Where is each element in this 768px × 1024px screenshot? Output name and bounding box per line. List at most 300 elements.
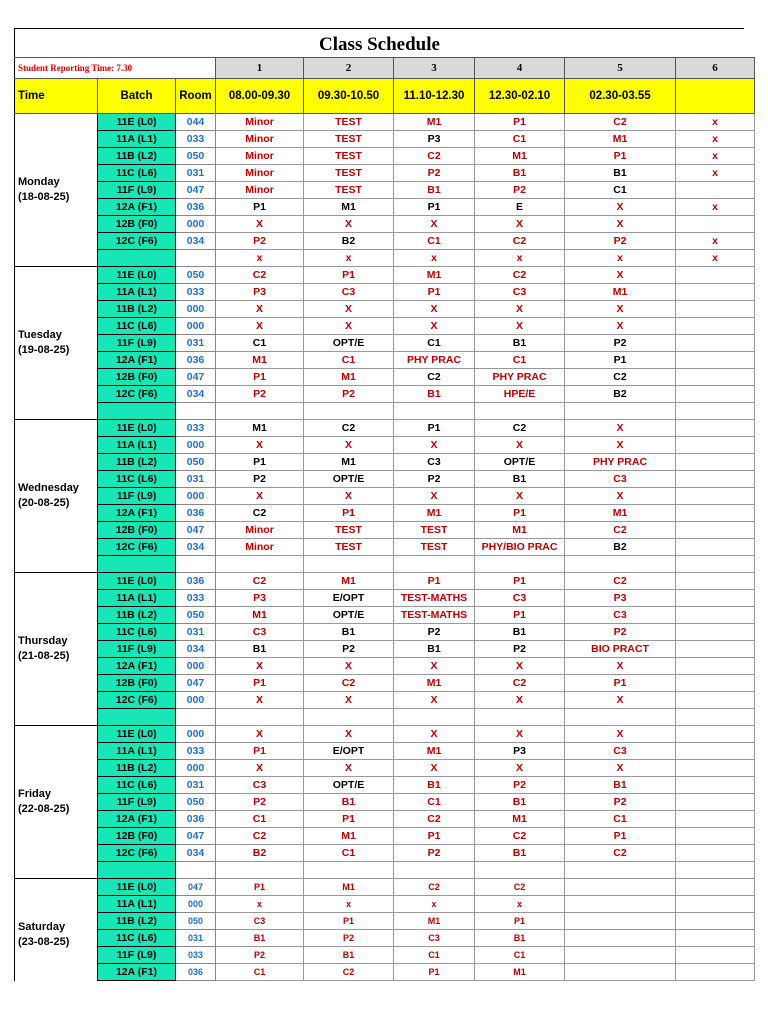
schedule-cell: P3 <box>216 590 304 607</box>
batch-header: Batch <box>98 79 176 114</box>
schedule-cell <box>676 454 755 471</box>
schedule-cell: OPT/E <box>304 335 394 352</box>
table-row <box>15 335 755 352</box>
schedule-cell: TEST <box>394 522 475 539</box>
schedule-cell <box>676 726 755 743</box>
schedule-cell <box>676 811 755 828</box>
table-row <box>15 947 755 964</box>
schedule-cell: C2 <box>216 828 304 845</box>
schedule-cell: P1 <box>394 828 475 845</box>
schedule-cell: P1 <box>394 573 475 590</box>
schedule-cell: C1 <box>475 947 565 964</box>
schedule-cell: C3 <box>216 624 304 641</box>
schedule-cell: M1 <box>565 131 676 148</box>
room-cell <box>176 250 216 267</box>
table-row <box>15 386 755 403</box>
schedule-cell <box>565 862 676 879</box>
batch-cell: 11E (L0) <box>98 726 176 743</box>
schedule-cell: X <box>565 216 676 233</box>
room-cell: 031 <box>176 335 216 352</box>
schedule-cell: x <box>676 199 755 216</box>
batch-cell: 12B (F0) <box>98 828 176 845</box>
schedule-cell: C2 <box>304 964 394 981</box>
schedule-cell <box>216 403 304 420</box>
schedule-cell: X <box>304 437 394 454</box>
schedule-cell: C1 <box>475 352 565 369</box>
day-date: (21-08-25) <box>18 650 70 662</box>
schedule-cell <box>676 760 755 777</box>
room-cell: 050 <box>176 148 216 165</box>
schedule-cell: C3 <box>216 913 304 930</box>
schedule-cell <box>676 896 755 913</box>
schedule-cell: C3 <box>565 471 676 488</box>
schedule-cell: X <box>565 267 676 284</box>
schedule-cell: OPT/E <box>475 454 565 471</box>
table-row <box>15 930 755 947</box>
schedule-cell: C3 <box>475 590 565 607</box>
room-header: Room <box>176 79 216 114</box>
batch-cell: 11E (L0) <box>98 267 176 284</box>
schedule-cell <box>565 709 676 726</box>
schedule-cell <box>676 675 755 692</box>
schedule-cell: PHY PRAC <box>394 352 475 369</box>
schedule-cell: x <box>394 250 475 267</box>
schedule-cell <box>394 403 475 420</box>
schedule-cell: C2 <box>475 828 565 845</box>
batch-cell <box>98 862 176 879</box>
schedule-cell <box>676 301 755 318</box>
schedule-cell: Minor <box>216 182 304 199</box>
schedule-cell: X <box>304 318 394 335</box>
schedule-cell: TEST <box>304 539 394 556</box>
schedule-cell: X <box>475 760 565 777</box>
table-row <box>15 352 755 369</box>
table-row <box>15 828 755 845</box>
schedule-cell: C2 <box>475 267 565 284</box>
schedule-cell: x <box>475 250 565 267</box>
schedule-cell: C3 <box>216 777 304 794</box>
schedule-cell: PHY/BIO PRAC <box>475 539 565 556</box>
schedule-cell: Minor <box>216 522 304 539</box>
schedule-cell: C2 <box>565 845 676 862</box>
schedule-cell: X <box>394 437 475 454</box>
batch-cell: 12C (F6) <box>98 845 176 862</box>
schedule-cell: E/OPT <box>304 590 394 607</box>
room-cell: 033 <box>176 947 216 964</box>
slot-header: 08.00-09.30 <box>216 79 304 114</box>
table-row <box>15 709 755 726</box>
schedule-cell: C2 <box>475 233 565 250</box>
batch-cell: 11C (L6) <box>98 471 176 488</box>
schedule-cell: C2 <box>216 573 304 590</box>
schedule-cell: P1 <box>216 879 304 896</box>
batch-cell <box>98 250 176 267</box>
table-row <box>15 641 755 658</box>
schedule-cell: x <box>216 250 304 267</box>
day-label <box>15 573 98 726</box>
schedule-cell: X <box>216 318 304 335</box>
table-row <box>15 471 755 488</box>
schedule-cell: B1 <box>565 777 676 794</box>
schedule-cell: TEST-MATHS <box>394 607 475 624</box>
schedule-cell: X <box>304 216 394 233</box>
schedule-cell: P1 <box>394 284 475 301</box>
room-cell: 034 <box>176 641 216 658</box>
table-row <box>15 811 755 828</box>
slot-header <box>676 79 755 114</box>
table-row <box>15 862 755 879</box>
room-cell: 047 <box>176 828 216 845</box>
batch-cell: 11C (L6) <box>98 777 176 794</box>
schedule-cell <box>676 352 755 369</box>
schedule-cell: X <box>394 318 475 335</box>
schedule-cell: B1 <box>475 165 565 182</box>
schedule-cell: x <box>475 896 565 913</box>
period-number: 3 <box>394 58 475 79</box>
schedule-cell: C2 <box>565 573 676 590</box>
schedule-cell <box>565 896 676 913</box>
schedule-cell: X <box>216 488 304 505</box>
schedule-cell: C1 <box>565 182 676 199</box>
page-title: Class Schedule <box>14 28 744 57</box>
table-row <box>15 607 755 624</box>
schedule-cell: P2 <box>475 777 565 794</box>
schedule-cell: X <box>304 301 394 318</box>
schedule-cell: X <box>394 301 475 318</box>
schedule-cell: B1 <box>394 386 475 403</box>
schedule-cell: X <box>216 301 304 318</box>
batch-cell: 11E (L0) <box>98 420 176 437</box>
schedule-cell: C2 <box>475 675 565 692</box>
schedule-cell <box>304 556 394 573</box>
table-row <box>15 624 755 641</box>
batch-cell: 11C (L6) <box>98 318 176 335</box>
batch-cell: 11A (L1) <box>98 590 176 607</box>
day-date: (18-08-25) <box>18 191 70 203</box>
schedule-cell <box>676 879 755 896</box>
schedule-cell: P1 <box>216 199 304 216</box>
room-cell <box>176 709 216 726</box>
room-cell: 050 <box>176 454 216 471</box>
table-row <box>15 879 755 896</box>
room-cell: 000 <box>176 437 216 454</box>
schedule-cell: x <box>676 233 755 250</box>
schedule-cell: B1 <box>304 794 394 811</box>
schedule-cell: M1 <box>304 879 394 896</box>
schedule-cell: X <box>565 420 676 437</box>
day-label <box>15 420 98 573</box>
batch-cell: 12B (F0) <box>98 369 176 386</box>
schedule-cell <box>676 216 755 233</box>
schedule-cell: P1 <box>394 199 475 216</box>
schedule-cell: C1 <box>216 811 304 828</box>
schedule-cell: P1 <box>475 505 565 522</box>
schedule-cell: C3 <box>304 284 394 301</box>
table-row <box>15 182 755 199</box>
schedule-cell: B1 <box>394 777 475 794</box>
schedule-cell <box>676 386 755 403</box>
table-row <box>15 437 755 454</box>
schedule-cell: X <box>304 692 394 709</box>
batch-cell: 11F (L9) <box>98 335 176 352</box>
column-header-row <box>15 79 755 114</box>
batch-cell: 11F (L9) <box>98 794 176 811</box>
batch-cell: 11A (L1) <box>98 743 176 760</box>
schedule-cell: P2 <box>565 233 676 250</box>
schedule-cell <box>676 471 755 488</box>
room-cell: 000 <box>176 726 216 743</box>
schedule-cell: P2 <box>304 641 394 658</box>
schedule-cell: C2 <box>216 505 304 522</box>
schedule-cell: E <box>475 199 565 216</box>
batch-cell: 11E (L0) <box>98 573 176 590</box>
schedule-cell: X <box>565 488 676 505</box>
schedule-sheet <box>14 28 744 981</box>
slot-header: 02.30-03.55 <box>565 79 676 114</box>
schedule-cell <box>475 709 565 726</box>
schedule-cell: C1 <box>394 947 475 964</box>
schedule-cell: X <box>304 726 394 743</box>
schedule-cell: X <box>475 216 565 233</box>
schedule-cell: B2 <box>304 233 394 250</box>
schedule-cell: TEST-MATHS <box>394 590 475 607</box>
room-cell: 000 <box>176 301 216 318</box>
schedule-cell: x <box>676 250 755 267</box>
schedule-cell: B2 <box>216 845 304 862</box>
schedule-cell: P2 <box>216 947 304 964</box>
room-cell: 034 <box>176 233 216 250</box>
schedule-cell <box>565 403 676 420</box>
schedule-cell: M1 <box>216 352 304 369</box>
schedule-cell: P1 <box>216 454 304 471</box>
schedule-cell: M1 <box>394 913 475 930</box>
schedule-cell <box>676 794 755 811</box>
schedule-cell: M1 <box>394 675 475 692</box>
time-header: Time <box>15 79 98 114</box>
schedule-cell <box>676 318 755 335</box>
room-cell: 031 <box>176 165 216 182</box>
schedule-cell: P3 <box>394 131 475 148</box>
schedule-cell: P3 <box>565 590 676 607</box>
schedule-cell <box>676 930 755 947</box>
schedule-cell: P2 <box>216 233 304 250</box>
batch-cell: 12C (F6) <box>98 233 176 250</box>
schedule-cell: X <box>565 437 676 454</box>
schedule-cell: P1 <box>216 675 304 692</box>
schedule-cell <box>676 403 755 420</box>
room-cell: 033 <box>176 284 216 301</box>
schedule-cell <box>394 862 475 879</box>
schedule-cell <box>676 335 755 352</box>
schedule-cell <box>475 862 565 879</box>
schedule-cell: P1 <box>565 675 676 692</box>
batch-cell: 12C (F6) <box>98 386 176 403</box>
batch-cell: 11A (L1) <box>98 437 176 454</box>
room-cell: 047 <box>176 675 216 692</box>
room-cell: 036 <box>176 199 216 216</box>
batch-cell <box>98 403 176 420</box>
schedule-cell: C3 <box>565 743 676 760</box>
schedule-cell: C2 <box>475 420 565 437</box>
room-cell: 000 <box>176 658 216 675</box>
schedule-cell: HPE/E <box>475 386 565 403</box>
day-name: Friday <box>18 788 52 800</box>
batch-cell: 12C (F6) <box>98 692 176 709</box>
schedule-cell: Minor <box>216 148 304 165</box>
schedule-cell: P2 <box>304 930 394 947</box>
schedule-cell: X <box>394 692 475 709</box>
batch-cell: 11C (L6) <box>98 165 176 182</box>
schedule-cell <box>676 182 755 199</box>
room-cell: 034 <box>176 845 216 862</box>
schedule-cell: B2 <box>565 539 676 556</box>
schedule-cell <box>676 845 755 862</box>
batch-cell: 12A (F1) <box>98 352 176 369</box>
schedule-cell: X <box>475 726 565 743</box>
slot-header: 11.10-12.30 <box>394 79 475 114</box>
table-row <box>15 148 755 165</box>
day-date: (20-08-25) <box>18 497 70 509</box>
schedule-cell: P1 <box>565 352 676 369</box>
schedule-cell: M1 <box>304 454 394 471</box>
room-cell: 033 <box>176 590 216 607</box>
period-number: 5 <box>565 58 676 79</box>
table-row <box>15 454 755 471</box>
schedule-cell <box>565 879 676 896</box>
schedule-cell <box>676 964 755 981</box>
day-date: (23-08-25) <box>18 935 70 948</box>
schedule-cell: M1 <box>304 199 394 216</box>
table-row <box>15 199 755 216</box>
period-number: 4 <box>475 58 565 79</box>
schedule-cell: X <box>304 488 394 505</box>
schedule-cell: P1 <box>304 267 394 284</box>
schedule-cell: P2 <box>565 794 676 811</box>
table-row <box>15 250 755 267</box>
schedule-cell: B1 <box>565 165 676 182</box>
room-cell: 000 <box>176 760 216 777</box>
batch-cell: 12B (F0) <box>98 675 176 692</box>
schedule-cell <box>304 862 394 879</box>
schedule-cell: P1 <box>394 420 475 437</box>
schedule-cell: X <box>565 726 676 743</box>
schedule-cell: X <box>394 488 475 505</box>
batch-cell: 11B (L2) <box>98 913 176 930</box>
schedule-cell: X <box>394 658 475 675</box>
schedule-cell <box>676 590 755 607</box>
table-row <box>15 675 755 692</box>
schedule-cell: M1 <box>304 828 394 845</box>
schedule-cell: E/OPT <box>304 743 394 760</box>
schedule-cell: C3 <box>394 454 475 471</box>
schedule-cell: B1 <box>475 335 565 352</box>
schedule-cell: X <box>394 726 475 743</box>
room-cell: 033 <box>176 131 216 148</box>
schedule-cell: C2 <box>394 148 475 165</box>
schedule-cell: TEST <box>304 522 394 539</box>
schedule-cell: B1 <box>475 845 565 862</box>
schedule-cell: Minor <box>216 539 304 556</box>
schedule-cell: B1 <box>394 641 475 658</box>
room-cell: 034 <box>176 386 216 403</box>
schedule-cell: P2 <box>565 624 676 641</box>
schedule-cell: P1 <box>565 828 676 845</box>
schedule-cell: TEST <box>304 114 394 131</box>
batch-cell <box>98 556 176 573</box>
schedule-cell: X <box>394 216 475 233</box>
schedule-cell: B1 <box>394 182 475 199</box>
schedule-cell: C2 <box>565 114 676 131</box>
slot-header: 12.30-02.10 <box>475 79 565 114</box>
day-date: (19-08-25) <box>18 344 70 356</box>
table-row <box>15 692 755 709</box>
schedule-cell <box>676 692 755 709</box>
schedule-cell: C2 <box>216 267 304 284</box>
table-row <box>15 590 755 607</box>
schedule-cell <box>676 607 755 624</box>
room-cell: 050 <box>176 913 216 930</box>
schedule-cell: P2 <box>216 386 304 403</box>
batch-cell: 11B (L2) <box>98 607 176 624</box>
table-row <box>15 505 755 522</box>
schedule-cell <box>475 556 565 573</box>
room-cell: 000 <box>176 488 216 505</box>
table-row <box>15 794 755 811</box>
table-row <box>15 658 755 675</box>
schedule-cell: C1 <box>394 794 475 811</box>
batch-cell <box>98 709 176 726</box>
schedule-cell <box>676 862 755 879</box>
schedule-cell: X <box>475 437 565 454</box>
day-label <box>15 114 98 267</box>
schedule-cell <box>475 403 565 420</box>
schedule-cell: OPT/E <box>304 607 394 624</box>
schedule-cell: Minor <box>216 114 304 131</box>
schedule-cell: P2 <box>475 641 565 658</box>
schedule-cell: TEST <box>304 131 394 148</box>
table-row <box>15 573 755 590</box>
table-row <box>15 522 755 539</box>
schedule-cell: M1 <box>475 522 565 539</box>
day-name: Thursday <box>18 635 68 647</box>
schedule-cell: P1 <box>475 114 565 131</box>
batch-cell: 11C (L6) <box>98 930 176 947</box>
batch-cell: 12A (F1) <box>98 964 176 981</box>
schedule-cell <box>676 709 755 726</box>
room-cell: 036 <box>176 811 216 828</box>
table-row <box>15 165 755 182</box>
period-number: 2 <box>304 58 394 79</box>
schedule-cell <box>394 556 475 573</box>
table-row <box>15 131 755 148</box>
batch-cell: 11F (L9) <box>98 641 176 658</box>
schedule-cell <box>676 743 755 760</box>
schedule-cell: X <box>216 692 304 709</box>
day-name: Monday <box>18 176 60 188</box>
schedule-cell <box>304 403 394 420</box>
schedule-cell: M1 <box>394 505 475 522</box>
table-row <box>15 726 755 743</box>
day-label <box>15 726 98 879</box>
room-cell: 036 <box>176 505 216 522</box>
schedule-cell <box>676 556 755 573</box>
batch-cell: 11B (L2) <box>98 301 176 318</box>
schedule-cell: X <box>475 301 565 318</box>
room-cell <box>176 556 216 573</box>
batch-cell: 12A (F1) <box>98 199 176 216</box>
schedule-cell: X <box>216 760 304 777</box>
schedule-cell: X <box>304 658 394 675</box>
